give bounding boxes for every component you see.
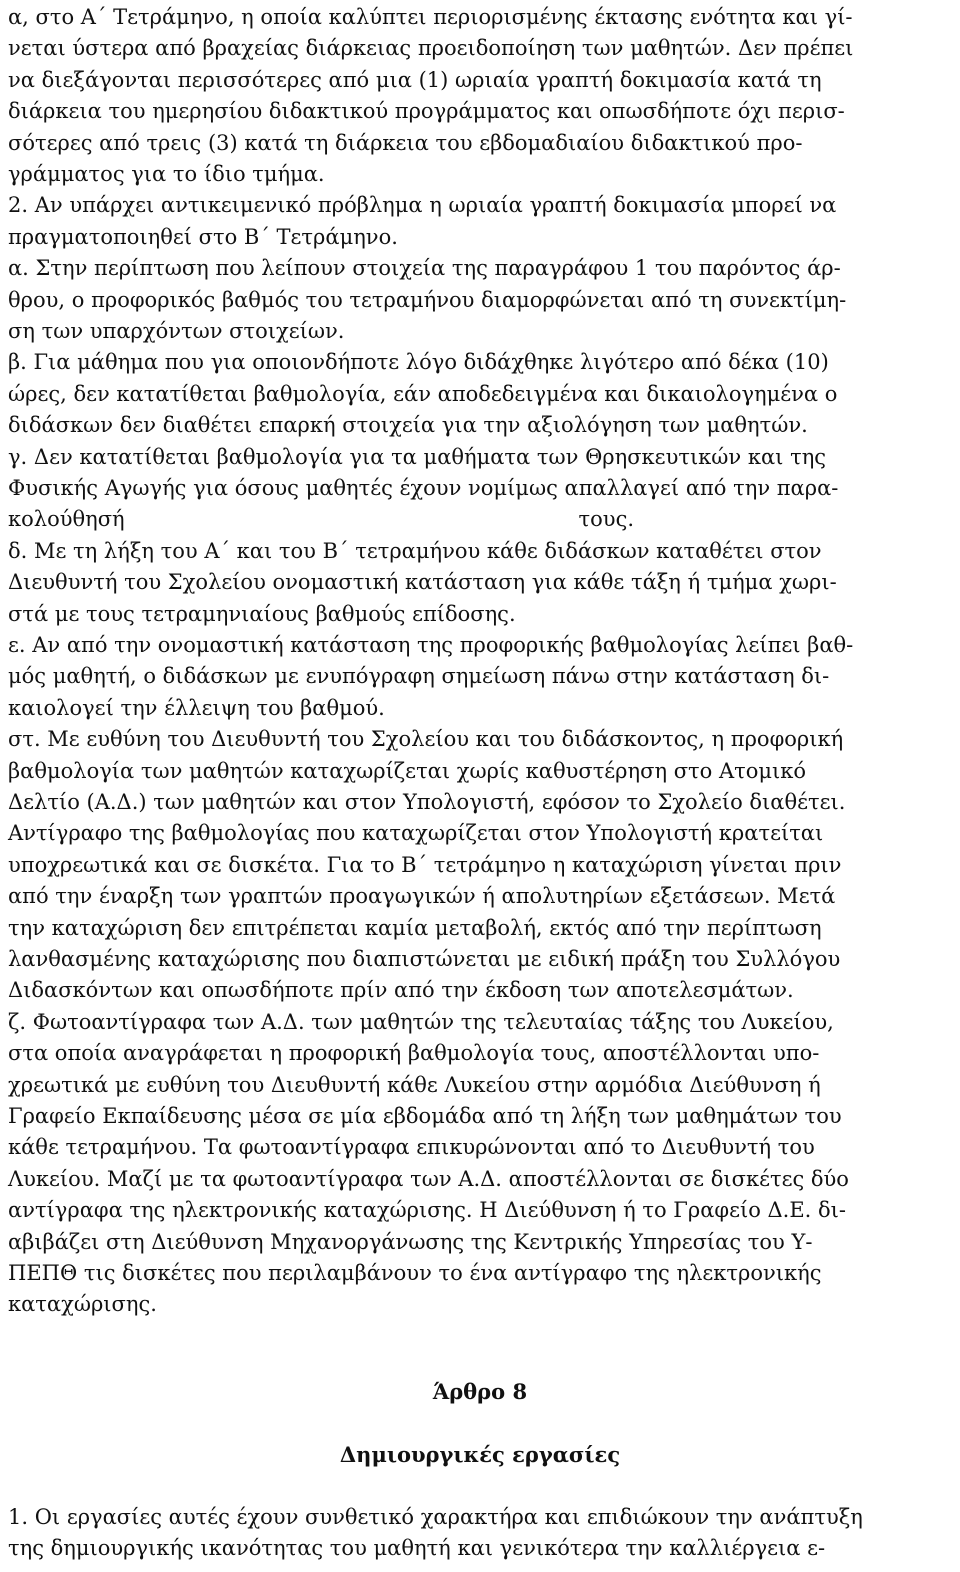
- text-line: από την έναρξη των γραπτών προαγωγικών ή απολυτηρίων εξετάσεων. Μετά: [8, 884, 836, 909]
- text-line: ση των υπαρχόντων στοιχείων.: [8, 319, 345, 343]
- text-line: στά με τους τετραμηνιαίους βαθμούς επίδοσης.: [8, 601, 516, 626]
- text-line: χρεωτικά με ευθύνη του Διευθυντή κάθε Λυκείου στην αρμόδια Διεύθυνση ή: [8, 1072, 821, 1097]
- text-line: υποχρεωτικά και σε δισκέτα. Για το Β΄ τετράμηνο η καταχώριση γίνεται πριν: [8, 852, 842, 877]
- text-line: Διδασκόντων και οπωσδήποτε πρίν από την έκδοση των αποτελεσμάτων.: [8, 978, 794, 1003]
- text-line: Γραφείο Εκπαίδευσης μέσα σε μία εβδομάδα από τη λήξη των μαθημάτων του: [8, 1104, 842, 1128]
- text-line: Φυσικής Αγωγής για όσους μαθητές έχουν νομίμως απαλλαγεί από την παρα-: [8, 476, 839, 500]
- text-line: να διεξάγονται περισσότερες από μια (1) ωριαία γραπτή δοκιμασία κατά τη: [8, 67, 822, 92]
- text-line: γ. Δεν κατατίθεται βαθμολογία για τα μαθήματα των Θρησκευτικών και της: [8, 444, 827, 469]
- text-line: διδάσκων δεν διαθέτει επαρκή στοιχεία για την αξιολόγηση των μαθητών.: [8, 413, 808, 438]
- text-line: θρου, ο προφορικός βαθμός του τετραμήνου διαμορφώνεται από τη συνεκτίμη-: [8, 287, 847, 312]
- text-line: δ. Με τη λήξη του Α΄ και του Β΄ τετραμήνου κάθε διδάσκων καταθέτει στον: [8, 538, 822, 563]
- section-heading: Δημιουργικές εργασίες: [339, 1442, 621, 1467]
- text-line: μός μαθητή, ο διδάσκων με ενυπόγραφη σημείωση πάνω στην κατάσταση δι-: [8, 664, 830, 689]
- text-line: κάθε τετραμήνου. Τα φωτοαντίγραφα επικυρώνονται από το Διευθυντή του: [8, 1135, 815, 1160]
- text-line: στα οποία αναγράφεται η προφορική βαθμολογία τους, αποστέλλονται υπο-: [8, 1041, 820, 1066]
- text-line: της δημιουργικής ικανότητας του μαθητή και γενικότερα την καλλιέργεια ε-: [8, 1536, 826, 1561]
- text-line: Δελτίο (Α.Δ.) των μαθητών και στον Υπολογιστή, εφόσον το Σχολείο διαθέτει.: [8, 790, 846, 814]
- article-heading: Άρθρο 8: [432, 1379, 528, 1404]
- text-line: γράμματος για το ίδιο τμήμα.: [8, 162, 325, 186]
- text-line: κολούθησή τους.: [8, 507, 635, 532]
- text-line: βαθμολογία των μαθητών καταχωρίζεται χωρίς καθυστέρηση στο Ατομικό: [8, 758, 807, 783]
- text-line: α, στο Α΄ Τετράμηνο, η οποία καλύπτει περιορισμένης έκτασης ενότητα και γί-: [8, 5, 853, 29]
- text-line: καιολογεί την έλλειψη του βαθμού.: [8, 695, 385, 720]
- text-line: α. Στην περίπτωση που λείπουν στοιχεία της παραγράφου 1 του παρόντος άρ-: [8, 256, 841, 281]
- text-line: ε. Αν από την ονομαστική κατάσταση της προφορικής βαθμολογίας λείπει βαθ-: [8, 633, 854, 657]
- text-line: Λυκείου. Μαζί με τα φωτοαντίγραφα των Α.Δ. αποστέλλονται σε δισκέτες δύο: [8, 1166, 849, 1191]
- text-line: 1. Οι εργασίες αυτές έχουν συνθετικό χαρακτήρα και επιδιώκουν την ανάπτυξη: [8, 1505, 863, 1529]
- text-line: ζ. Φωτοαντίγραφα των Α.Δ. των μαθητών της τελευταίας τάξης του Λυκείου,: [8, 1009, 834, 1034]
- text-line: λανθασμένης καταχώρισης που διαπιστώνεται με ειδική πράξη του Συλλόγου: [8, 947, 841, 971]
- text-line: σότερες από τρεις (3) κατά τη διάρκεια του εβδομαδιαίου διδακτικού προ-: [8, 130, 803, 155]
- text-line: Διευθυντή του Σχολείου ονομαστική κατάσταση για κάθε τάξη ή τμήμα χωρι-: [8, 570, 837, 595]
- text-line: Αντίγραφο της βαθμολογίας που καταχωρίζεται στον Υπολογιστή κρατείται: [8, 821, 824, 846]
- text-line: την καταχώριση δεν επιτρέπεται καμία μεταβολή, εκτός από την περίπτωση: [8, 915, 822, 940]
- text-line: στ. Με ευθύνη του Διευθυντή του Σχολείου και του διδάσκοντος, η προφορική: [8, 727, 844, 752]
- text-line: ώρες, δεν κατατίθεται βαθμολογία, εάν αποδεδειγμένα και δικαιολογημένα ο: [8, 381, 838, 406]
- text-line: νεται ύστερα από βραχείας διάρκειας προειδοποίηση των μαθητών. Δεν πρέπει: [8, 36, 854, 61]
- text-line: β. Για μάθημα που για οποιονδήποτε λόγο διδάχθηκε λιγότερο από δέκα (10): [8, 350, 829, 375]
- text-line: 2. Αν υπάρχει αντικειμενικό πρόβλημα η ωριαία γραπτή δοκιμασία μπορεί να: [8, 193, 837, 218]
- text-line: αντίγραφα της ηλεκτρονικής καταχώρισης. Η Διεύθυνση ή το Γραφείο Δ.Ε. δι-: [8, 1198, 847, 1223]
- text-line: διάρκεια του ημερησίου διδακτικού προγράμματος και οπωσδήποτε όχι περισ-: [8, 99, 845, 124]
- text-line: ΠΕΠΘ τις δισκέτες που περιλαμβάνουν το ένα αντίγραφο της ηλεκτρονικής: [8, 1261, 822, 1285]
- text-line: αβιβάζει στη Διεύθυνση Μηχανοργάνωσης της Κεντρικής Υπηρεσίας του Υ-: [8, 1229, 813, 1254]
- text-line: πραγματοποιηθεί στο Β΄ Τετράμηνο.: [8, 224, 398, 249]
- text-line: καταχώρισης.: [8, 1292, 157, 1317]
